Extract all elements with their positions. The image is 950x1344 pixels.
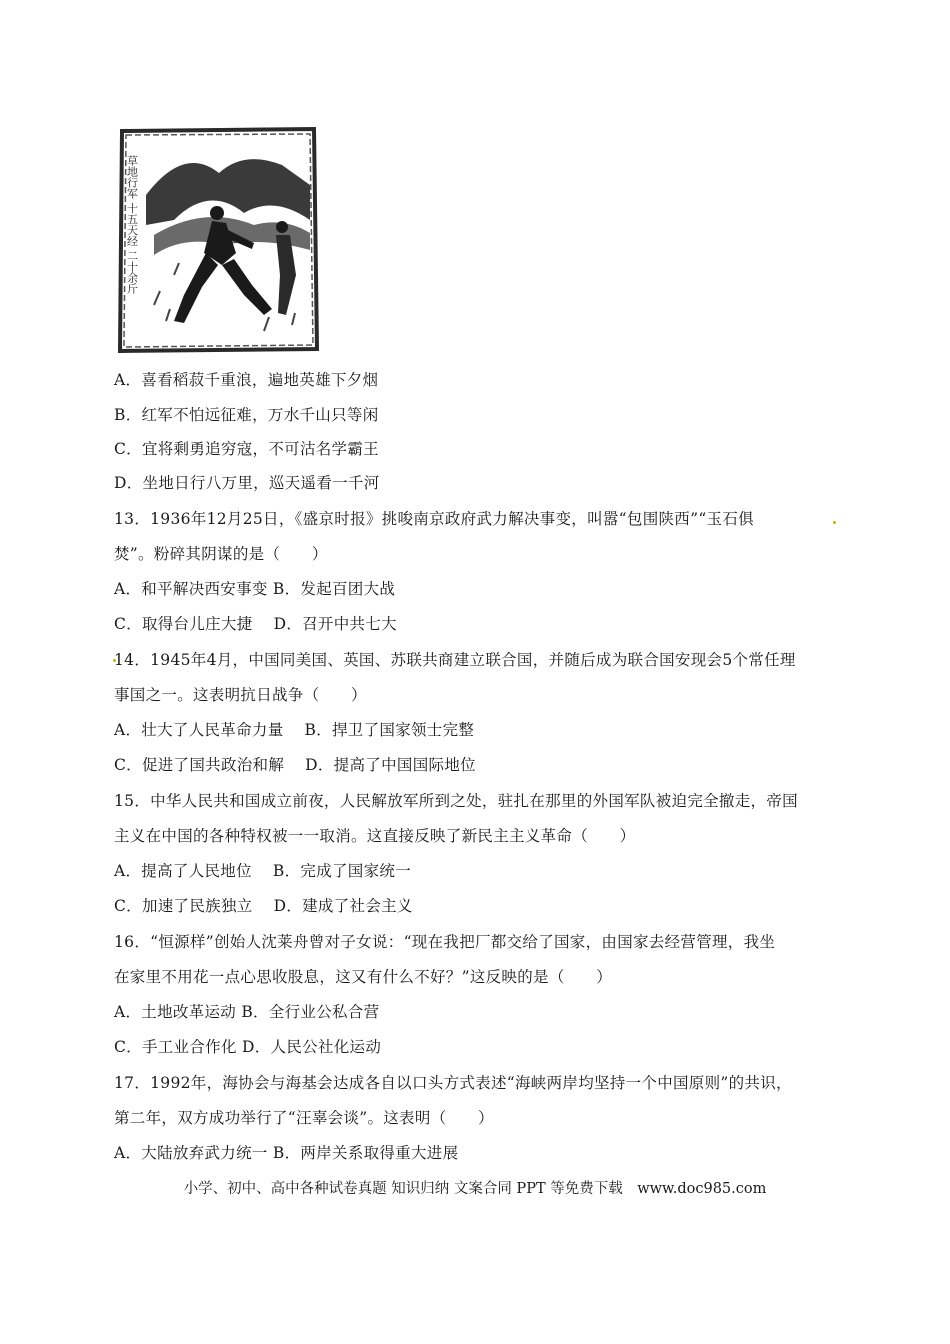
q14-options-ab: A．壮大了人民革命力量 B．捍卫了国家领士完整 bbox=[114, 721, 475, 739]
q14-stem-line1: 14．1945年4月，中国同美国、英国、苏联共商建立联合国，并随后成为联合国安现会5个常任理 bbox=[114, 651, 796, 669]
q15-options-cd: C．加速了民族独立 D．建成了社会主义 bbox=[114, 897, 413, 915]
q15-stem-line1: 15．中华人民共和国成立前夜，人民解放军所到之处，驻扎在那里的外国军队被迫完全撤走，帝国 bbox=[114, 792, 798, 810]
q13-options-ab: A．和平解决西安事变 B．发起百团大战 bbox=[114, 580, 396, 598]
q17-stem-line1: 17．1992年，海协会与海基会达成各自以口头方式表述“海峡两岸均坚持一个中国原则”的共识， bbox=[114, 1074, 792, 1092]
q12-option-b: B．红军不怕远征难，万水千山只等闲 bbox=[114, 406, 379, 424]
q13-options-cd: C．取得台儿庄大捷 D．召开中共七大 bbox=[114, 615, 397, 633]
q12-option-c: C．宜将剩勇追穷寇，不可沽名学霸王 bbox=[114, 440, 379, 458]
q17-options-ab: A．大陆放弃武力统一 B．两岸关系取得重大进展 bbox=[114, 1144, 459, 1162]
woodcut-illustration bbox=[114, 125, 320, 353]
woodcut-inscription: 草地行军 十五天经 二十余斤 bbox=[125, 155, 139, 294]
q16-options-ab: A．土地改革运动 B．全行业公私合营 bbox=[114, 1003, 380, 1021]
q12-option-a: A．喜看稻菽千重浪，遍地英雄下夕烟 bbox=[114, 371, 379, 389]
q14-options-cd: C．促进了国共政治和解 D．提高了中国国际地位 bbox=[114, 756, 476, 774]
q15-options-ab: A．提高了人民地位 B．完成了国家统一 bbox=[114, 862, 412, 880]
page-footer: 小学、初中、高中各种试卷真题 知识归纳 文案合同 PPT 等免费下载 www.doc985.com bbox=[183, 1181, 767, 1197]
q12-option-d: D．坐地日行八万里，巡天遥看一千河 bbox=[114, 474, 380, 492]
q13-stem-line1: 13．1936年12月25日，《盛京时报》挑唆南京政府武力解决事变，叫嚣“包围陕西”“玉石俱 bbox=[114, 510, 754, 528]
q17-stem-line2: 第二年，双方成功举行了“汪辜会谈”。这表明（ ） bbox=[114, 1109, 494, 1127]
q13-stem-line2: 焚”。粉碎其阴谋的是（ ） bbox=[114, 545, 328, 563]
q16-stem-line2: 在家里不用花一点心思收股息，这又有什么不好？”这反映的是（ ） bbox=[114, 968, 613, 986]
q14-stem-line2: 事国之一。这表明抗日战争（ ） bbox=[114, 686, 367, 704]
q15-stem-line2: 主义在中国的各种特权被一一取消。这直接反映了新民主主义革命（ ） bbox=[114, 827, 636, 845]
q16-stem-line1: 16．“恒源样”创始人沈莱舟曾对子女说：“现在我把厂都交给了国家，由国家去经营管理，我坐 bbox=[114, 933, 776, 951]
q16-options-cd: C．手工业合作化 D．人民公社化运动 bbox=[114, 1038, 382, 1056]
scan-dot bbox=[833, 521, 836, 524]
